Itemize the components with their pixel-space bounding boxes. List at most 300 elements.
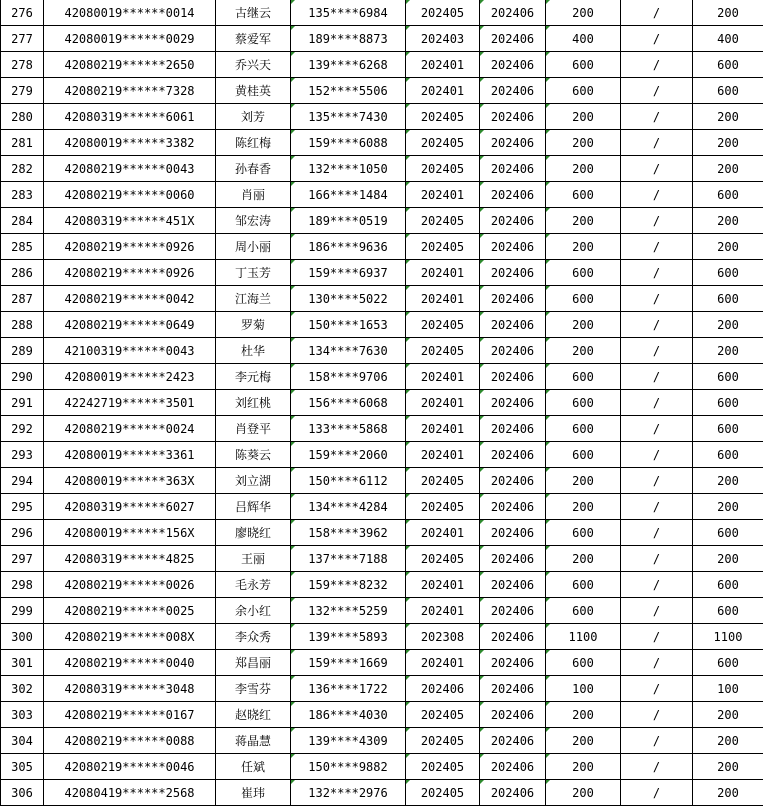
separator-cell: /	[621, 494, 693, 520]
start-month-cell: 202405	[406, 468, 480, 494]
id-number-cell: 42080219******0040	[44, 650, 216, 676]
total-cell: 200	[693, 780, 763, 806]
amount-cell: 600	[546, 286, 621, 312]
id-number-cell: 42080219******0043	[44, 156, 216, 182]
start-month-cell: 202401	[406, 182, 480, 208]
name-cell: 王丽	[216, 546, 291, 572]
id-number-cell: 42080019******0029	[44, 26, 216, 52]
amount-cell: 100	[546, 676, 621, 702]
separator-cell: /	[621, 780, 693, 806]
row-number-cell: 297	[1, 546, 44, 572]
start-month-cell: 202405	[406, 156, 480, 182]
phone-cell: 134****4284	[291, 494, 406, 520]
table-row	[1, 572, 763, 598]
name-cell: 李元梅	[216, 364, 291, 390]
end-month-cell: 202406	[480, 156, 546, 182]
row-number-cell: 306	[1, 780, 44, 806]
start-month-cell: 202401	[406, 260, 480, 286]
table-row	[1, 494, 763, 520]
name-cell: 廖晓红	[216, 520, 291, 546]
table-row	[1, 520, 763, 546]
id-number-cell: 42100319******0043	[44, 338, 216, 364]
table-row	[1, 130, 763, 156]
end-month-cell: 202406	[480, 338, 546, 364]
table-row	[1, 676, 763, 702]
id-number-cell: 42080019******156X	[44, 520, 216, 546]
total-cell: 1100	[693, 624, 763, 650]
separator-cell: /	[621, 26, 693, 52]
start-month-cell: 202405	[406, 130, 480, 156]
phone-cell: 134****7630	[291, 338, 406, 364]
separator-cell: /	[621, 234, 693, 260]
total-cell: 200	[693, 156, 763, 182]
amount-cell: 200	[546, 754, 621, 780]
amount-cell: 400	[546, 26, 621, 52]
id-number-cell: 42080419******2568	[44, 780, 216, 806]
id-number-cell: 42080219******008X	[44, 624, 216, 650]
total-cell: 200	[693, 0, 763, 26]
start-month-cell: 202405	[406, 104, 480, 130]
total-cell: 100	[693, 676, 763, 702]
start-month-cell: 202401	[406, 572, 480, 598]
row-number-cell: 296	[1, 520, 44, 546]
table-row	[1, 104, 763, 130]
end-month-cell: 202406	[480, 286, 546, 312]
row-number-cell: 294	[1, 468, 44, 494]
table-row	[1, 338, 763, 364]
row-number-cell: 303	[1, 702, 44, 728]
id-number-cell: 42080019******0014	[44, 0, 216, 26]
name-cell: 刘红桃	[216, 390, 291, 416]
phone-cell: 135****7430	[291, 104, 406, 130]
table-row	[1, 624, 763, 650]
end-month-cell: 202406	[480, 650, 546, 676]
total-cell: 200	[693, 104, 763, 130]
start-month-cell: 202405	[406, 754, 480, 780]
name-cell: 蔡爱军	[216, 26, 291, 52]
end-month-cell: 202406	[480, 780, 546, 806]
name-cell: 肖丽	[216, 182, 291, 208]
total-cell: 200	[693, 754, 763, 780]
total-cell: 600	[693, 364, 763, 390]
id-number-cell: 42080319******6027	[44, 494, 216, 520]
name-cell: 毛永芳	[216, 572, 291, 598]
phone-cell: 137****7188	[291, 546, 406, 572]
phone-cell: 189****8873	[291, 26, 406, 52]
id-number-cell: 42080219******0026	[44, 572, 216, 598]
amount-cell: 600	[546, 650, 621, 676]
separator-cell: /	[621, 728, 693, 754]
id-number-cell: 42080319******4825	[44, 546, 216, 572]
row-number-cell: 283	[1, 182, 44, 208]
separator-cell: /	[621, 754, 693, 780]
row-number-cell: 289	[1, 338, 44, 364]
id-number-cell: 42080219******0167	[44, 702, 216, 728]
total-cell: 200	[693, 546, 763, 572]
start-month-cell: 202401	[406, 416, 480, 442]
start-month-cell: 202401	[406, 390, 480, 416]
phone-cell: 159****2060	[291, 442, 406, 468]
total-cell: 600	[693, 520, 763, 546]
end-month-cell: 202406	[480, 390, 546, 416]
total-cell: 200	[693, 130, 763, 156]
separator-cell: /	[621, 676, 693, 702]
id-number-cell: 42080219******0060	[44, 182, 216, 208]
id-number-cell: 42080019******3382	[44, 130, 216, 156]
total-cell: 600	[693, 416, 763, 442]
row-number-cell: 293	[1, 442, 44, 468]
end-month-cell: 202406	[480, 494, 546, 520]
end-month-cell: 202406	[480, 416, 546, 442]
separator-cell: /	[621, 312, 693, 338]
separator-cell: /	[621, 0, 693, 26]
row-number-cell: 285	[1, 234, 44, 260]
table-row	[1, 780, 763, 806]
name-cell: 任斌	[216, 754, 291, 780]
table-row	[1, 390, 763, 416]
total-cell: 600	[693, 390, 763, 416]
id-number-cell: 42080219******0649	[44, 312, 216, 338]
end-month-cell: 202406	[480, 442, 546, 468]
end-month-cell: 202406	[480, 26, 546, 52]
end-month-cell: 202406	[480, 182, 546, 208]
end-month-cell: 202406	[480, 260, 546, 286]
table-row	[1, 26, 763, 52]
name-cell: 周小丽	[216, 234, 291, 260]
start-month-cell: 202405	[406, 546, 480, 572]
table-row	[1, 208, 763, 234]
phone-cell: 136****1722	[291, 676, 406, 702]
row-number-cell: 292	[1, 416, 44, 442]
amount-cell: 200	[546, 156, 621, 182]
name-cell: 肖登平	[216, 416, 291, 442]
id-number-cell: 42080019******2423	[44, 364, 216, 390]
start-month-cell: 202405	[406, 494, 480, 520]
table-row	[1, 286, 763, 312]
end-month-cell: 202406	[480, 364, 546, 390]
separator-cell: /	[621, 546, 693, 572]
end-month-cell: 202406	[480, 0, 546, 26]
end-month-cell: 202406	[480, 468, 546, 494]
table-row	[1, 416, 763, 442]
phone-cell: 130****5022	[291, 286, 406, 312]
separator-cell: /	[621, 416, 693, 442]
row-number-cell: 305	[1, 754, 44, 780]
total-cell: 600	[693, 260, 763, 286]
name-cell: 江海兰	[216, 286, 291, 312]
table-row	[1, 546, 763, 572]
id-number-cell: 42080319******6061	[44, 104, 216, 130]
amount-cell: 200	[546, 130, 621, 156]
start-month-cell: 202405	[406, 234, 480, 260]
phone-cell: 159****6088	[291, 130, 406, 156]
start-month-cell: 202405	[406, 0, 480, 26]
table-row	[1, 78, 763, 104]
table-row	[1, 728, 763, 754]
row-number-cell: 295	[1, 494, 44, 520]
table-row	[1, 364, 763, 390]
name-cell: 刘芳	[216, 104, 291, 130]
table-row	[1, 598, 763, 624]
table-row	[1, 650, 763, 676]
row-number-cell: 277	[1, 26, 44, 52]
row-number-cell: 287	[1, 286, 44, 312]
total-cell: 600	[693, 182, 763, 208]
table-row	[1, 312, 763, 338]
start-month-cell: 202401	[406, 52, 480, 78]
row-number-cell: 290	[1, 364, 44, 390]
amount-cell: 200	[546, 468, 621, 494]
separator-cell: /	[621, 650, 693, 676]
total-cell: 200	[693, 208, 763, 234]
end-month-cell: 202406	[480, 312, 546, 338]
total-cell: 200	[693, 728, 763, 754]
phone-cell: 159****1669	[291, 650, 406, 676]
end-month-cell: 202406	[480, 728, 546, 754]
name-cell: 孙春香	[216, 156, 291, 182]
separator-cell: /	[621, 390, 693, 416]
end-month-cell: 202406	[480, 676, 546, 702]
phone-cell: 139****5893	[291, 624, 406, 650]
name-cell: 罗菊	[216, 312, 291, 338]
total-cell: 600	[693, 572, 763, 598]
phone-cell: 158****3962	[291, 520, 406, 546]
separator-cell: /	[621, 702, 693, 728]
phone-cell: 159****8232	[291, 572, 406, 598]
amount-cell: 600	[546, 390, 621, 416]
phone-cell: 150****6112	[291, 468, 406, 494]
start-month-cell: 202401	[406, 598, 480, 624]
total-cell: 200	[693, 468, 763, 494]
start-month-cell: 202401	[406, 520, 480, 546]
row-number-cell: 298	[1, 572, 44, 598]
phone-cell: 156****6068	[291, 390, 406, 416]
amount-cell: 200	[546, 702, 621, 728]
start-month-cell: 202308	[406, 624, 480, 650]
separator-cell: /	[621, 572, 693, 598]
end-month-cell: 202406	[480, 234, 546, 260]
phone-cell: 186****9636	[291, 234, 406, 260]
amount-cell: 600	[546, 364, 621, 390]
amount-cell: 200	[546, 208, 621, 234]
separator-cell: /	[621, 260, 693, 286]
name-cell: 黄桂英	[216, 78, 291, 104]
table-row	[1, 234, 763, 260]
id-number-cell: 42080219******2650	[44, 52, 216, 78]
table-row	[1, 468, 763, 494]
separator-cell: /	[621, 520, 693, 546]
amount-cell: 600	[546, 52, 621, 78]
amount-cell: 1100	[546, 624, 621, 650]
name-cell: 刘立湖	[216, 468, 291, 494]
id-number-cell: 42080219******0024	[44, 416, 216, 442]
start-month-cell: 202401	[406, 364, 480, 390]
end-month-cell: 202406	[480, 520, 546, 546]
table-row	[1, 442, 763, 468]
phone-cell: 189****0519	[291, 208, 406, 234]
total-cell: 600	[693, 442, 763, 468]
name-cell: 蒋晶慧	[216, 728, 291, 754]
start-month-cell: 202401	[406, 650, 480, 676]
end-month-cell: 202406	[480, 208, 546, 234]
id-number-cell: 42080319******3048	[44, 676, 216, 702]
table-row	[1, 0, 763, 26]
separator-cell: /	[621, 182, 693, 208]
amount-cell: 600	[546, 520, 621, 546]
phone-cell: 152****5506	[291, 78, 406, 104]
row-number-cell: 286	[1, 260, 44, 286]
total-cell: 200	[693, 312, 763, 338]
separator-cell: /	[621, 598, 693, 624]
id-number-cell: 42080219******0926	[44, 260, 216, 286]
amount-cell: 600	[546, 572, 621, 598]
separator-cell: /	[621, 208, 693, 234]
start-month-cell: 202406	[406, 676, 480, 702]
total-cell: 600	[693, 78, 763, 104]
amount-cell: 200	[546, 728, 621, 754]
id-number-cell: 42080019******3361	[44, 442, 216, 468]
name-cell: 邹宏涛	[216, 208, 291, 234]
id-number-cell: 42080319******451X	[44, 208, 216, 234]
table-row	[1, 754, 763, 780]
separator-cell: /	[621, 104, 693, 130]
end-month-cell: 202406	[480, 572, 546, 598]
name-cell: 古继云	[216, 0, 291, 26]
id-number-cell: 42080219******0088	[44, 728, 216, 754]
total-cell: 600	[693, 598, 763, 624]
amount-cell: 200	[546, 312, 621, 338]
id-number-cell: 42080219******0046	[44, 754, 216, 780]
start-month-cell: 202405	[406, 208, 480, 234]
id-number-cell: 42080219******7328	[44, 78, 216, 104]
phone-cell: 158****9706	[291, 364, 406, 390]
end-month-cell: 202406	[480, 78, 546, 104]
table-row	[1, 702, 763, 728]
phone-cell: 135****6984	[291, 0, 406, 26]
end-month-cell: 202406	[480, 598, 546, 624]
end-month-cell: 202406	[480, 702, 546, 728]
table-row	[1, 260, 763, 286]
separator-cell: /	[621, 338, 693, 364]
separator-cell: /	[621, 78, 693, 104]
separator-cell: /	[621, 442, 693, 468]
amount-cell: 600	[546, 442, 621, 468]
start-month-cell: 202405	[406, 338, 480, 364]
name-cell: 李众秀	[216, 624, 291, 650]
total-cell: 200	[693, 338, 763, 364]
separator-cell: /	[621, 130, 693, 156]
end-month-cell: 202406	[480, 754, 546, 780]
total-cell: 600	[693, 286, 763, 312]
table-body	[1, 0, 763, 806]
total-cell: 200	[693, 702, 763, 728]
separator-cell: /	[621, 156, 693, 182]
name-cell: 吕辉华	[216, 494, 291, 520]
total-cell: 600	[693, 52, 763, 78]
id-number-cell: 42080019******363X	[44, 468, 216, 494]
phone-cell: 132****5259	[291, 598, 406, 624]
amount-cell: 600	[546, 182, 621, 208]
start-month-cell: 202405	[406, 780, 480, 806]
end-month-cell: 202406	[480, 624, 546, 650]
table-row	[1, 52, 763, 78]
separator-cell: /	[621, 52, 693, 78]
amount-cell: 600	[546, 598, 621, 624]
table-row	[1, 156, 763, 182]
phone-cell: 150****9882	[291, 754, 406, 780]
row-number-cell: 279	[1, 78, 44, 104]
separator-cell: /	[621, 364, 693, 390]
total-cell: 400	[693, 26, 763, 52]
name-cell: 乔兴天	[216, 52, 291, 78]
phone-cell: 133****5868	[291, 416, 406, 442]
start-month-cell: 202405	[406, 728, 480, 754]
total-cell: 200	[693, 234, 763, 260]
phone-cell: 150****1653	[291, 312, 406, 338]
amount-cell: 200	[546, 104, 621, 130]
total-cell: 200	[693, 494, 763, 520]
end-month-cell: 202406	[480, 546, 546, 572]
separator-cell: /	[621, 624, 693, 650]
row-number-cell: 301	[1, 650, 44, 676]
id-number-cell: 42242719******3501	[44, 390, 216, 416]
name-cell: 陈葵云	[216, 442, 291, 468]
end-month-cell: 202406	[480, 52, 546, 78]
row-number-cell: 302	[1, 676, 44, 702]
row-number-cell: 291	[1, 390, 44, 416]
row-number-cell: 300	[1, 624, 44, 650]
separator-cell: /	[621, 468, 693, 494]
row-number-cell: 284	[1, 208, 44, 234]
start-month-cell: 202403	[406, 26, 480, 52]
amount-cell: 200	[546, 0, 621, 26]
start-month-cell: 202401	[406, 442, 480, 468]
phone-cell: 139****6268	[291, 52, 406, 78]
start-month-cell: 202405	[406, 702, 480, 728]
phone-cell: 166****1484	[291, 182, 406, 208]
start-month-cell: 202401	[406, 78, 480, 104]
phone-cell: 139****4309	[291, 728, 406, 754]
row-number-cell: 304	[1, 728, 44, 754]
phone-cell: 132****1050	[291, 156, 406, 182]
name-cell: 陈红梅	[216, 130, 291, 156]
start-month-cell: 202405	[406, 312, 480, 338]
amount-cell: 600	[546, 260, 621, 286]
row-number-cell: 282	[1, 156, 44, 182]
name-cell: 李雪芬	[216, 676, 291, 702]
amount-cell: 200	[546, 338, 621, 364]
name-cell: 余小红	[216, 598, 291, 624]
amount-cell: 600	[546, 78, 621, 104]
id-number-cell: 42080219******0042	[44, 286, 216, 312]
row-number-cell: 288	[1, 312, 44, 338]
phone-cell: 159****6937	[291, 260, 406, 286]
name-cell: 郑昌丽	[216, 650, 291, 676]
name-cell: 赵晓红	[216, 702, 291, 728]
name-cell: 丁玉芳	[216, 260, 291, 286]
amount-cell: 200	[546, 546, 621, 572]
row-number-cell: 280	[1, 104, 44, 130]
name-cell: 崔玮	[216, 780, 291, 806]
end-month-cell: 202406	[480, 130, 546, 156]
row-number-cell: 281	[1, 130, 44, 156]
phone-cell: 186****4030	[291, 702, 406, 728]
amount-cell: 200	[546, 234, 621, 260]
amount-cell: 600	[546, 416, 621, 442]
id-number-cell: 42080219******0926	[44, 234, 216, 260]
id-number-cell: 42080219******0025	[44, 598, 216, 624]
row-number-cell: 278	[1, 52, 44, 78]
